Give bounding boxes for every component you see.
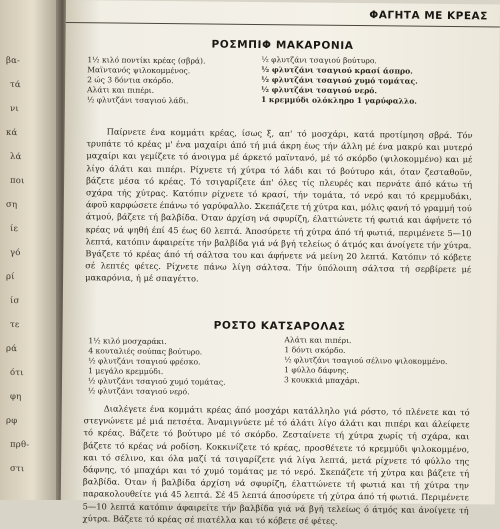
ingredient: ½ φλυτζάνι τσαγιού νερό. (87, 386, 190, 397)
facing-page (0, 0, 60, 500)
facing-page-text-fragment: τε (10, 319, 20, 331)
ingredient: Αλάτι και πιπέρι. (284, 335, 352, 346)
ingredient: 1 φύλλο δάφνης. (284, 365, 349, 375)
ingredient: 1½ κιλό ποντίκι κρέας (σβρά). (87, 55, 206, 66)
facing-page-text-fragment: ίε (10, 223, 19, 235)
facing-page-text-fragment: ρί (6, 271, 15, 283)
ingredient: ½ φλυτζάνι τσαγιού σέλινο ψιλοκομμένο. (284, 355, 448, 367)
facing-page-text-fragment: πρθ- (10, 439, 30, 451)
book-page (61, 0, 500, 526)
recipe-body-rosbif: Παίρνετε ένα κομμάτι κρέας, ίσως ξ, απ' τό μοσχάρι, κατά προτίμηση σβρά. Τόν τρυπάτε τό κρέας μ' ένα μαχαίρι άπό τή μιά άκρη έως τήν άλλη μέ ένα μακρύ και μυτερό μαχαίρι και γεμίζετε τό άνοιγμα μέ άρκετό μαϊντανό, μέ τό σκόρδο (ψιλοκομμένο) και μέ λίγο άλάτι και πιπέρι. Ρίχνετε τή χύτρα τό λάδι και τό βούτυρο κάι, όταν ζεσταθοῦν, βάζετε μέσα τό κρέας. Τό τσιγαρίζετε άπ' όλες τίς πλευρές και περνάτε άπό κάτω τή σχάρα τής χύτρας. Κατόπιν ρίχνετε τό κρασί, τήν τομάτα, τό νερό και τό κρεμμυδάκι, άφοϋ καρφώσετε έπάνω τό γαρύφαλλο. Σκεπάζετε τή χύτρα και, μόλις φανή τό γραμμή τού άτμού, βάζετε τή βαλβίδα. Όταν άρχίση νά σφυρίζη, έλαττώνετε τή φωτιά και άφήνετε τό κρέας νά ψηθή έπί 45 έως 60 λεπτά. Άποσύρετε τή χύτρα άπό τή φωτιά, περιμένετε 5—10 λεπτά, κατόπιν άφαιρείτε τήν βαλβίδα γιά νά βγή τελείως ό άτμός και άνοίγετε τήν χύτρα. Βγάζετε τό κρέας άπό τή σάλτσα του και άφήνετε νά μείνη 20 λεπτά. Κατόπιν τό κόβετε σέ λεπτές φέτες. Ρίχνετε πάνω λίγη σάλτσα. Τήν ύπόλοιπη σάλτσα τή σερβίρετε μέ μακαρόνια, ή μέ σπαγέττο. (85, 126, 473, 284)
ingredient: 4 κουταλιές σούπας βούτυρο. (88, 346, 203, 357)
ingredients-list-left-rosbif (87, 55, 206, 106)
ingredient: 2 ώς 3 δόντια σκόρδο. (87, 75, 174, 86)
ingredient: 1½ κιλό μοσχαράκι. (88, 336, 167, 347)
running-head: ΦΑΓΗΤΑ ΜΕ ΚΡΕΑΣ (369, 9, 488, 23)
facing-page-text-fragment: γό (10, 247, 21, 259)
header-rule (66, 22, 500, 28)
ingredient: Αλάτι και πιπέρι. (87, 85, 155, 95)
ingredient: Μαϊντανός ψιλοκομμένος. (87, 65, 191, 76)
facing-page-text-fragment: ρφ (6, 415, 18, 427)
ingredients-list-right-rosto (284, 335, 475, 387)
facing-page-text-fragment: τά (10, 79, 21, 91)
ingredient: ½ φλυτζάνι τσαγιού λάδι. (86, 95, 189, 106)
facing-page-text-fragment: ρά (6, 343, 18, 355)
facing-page-text-fragment: λά (10, 151, 22, 163)
ingredient: ½ φλυτζάνι τσαγιού βούτυρο. (261, 55, 377, 66)
ingredient: 1 κρεμμύδι ολόκληρο 1 γαρύφαλλο. (260, 95, 417, 106)
facing-page-text-fragment: νι (10, 103, 19, 115)
ingredients-list-left-rosto (88, 336, 226, 397)
ingredient: ½ φλυτζάνι τσαγιού χυμό τομάτας. (87, 376, 226, 387)
ingredient: ½ φλυτζάνι τσαγιού νερό. (261, 85, 378, 96)
facing-page-text-fragment: κά (6, 127, 18, 139)
facing-page-text-fragment: φη (10, 391, 22, 403)
facing-page-text-fragment: βα- (6, 55, 21, 67)
facing-page-text-fragment: στι (10, 463, 25, 475)
recipe-title-rosto: ΡΟΣΤΟ ΚΑΤΣΑΡΟΛΑΣ (213, 319, 346, 333)
facing-page-text-fragment: ση (6, 199, 18, 211)
ingredient: ½ φλυτζάνι τσαγιού κρασί άσπρο. (261, 65, 413, 76)
facing-page-text-fragment: ότι (10, 367, 24, 379)
facing-page-text-fragment: ίσ (10, 295, 20, 307)
ingredient: ½ φλυτζάνι τσαγιού χυμό τομάτας. (261, 75, 418, 86)
recipe-body-rosto: Διαλέγετε ένα κομμάτι κρέας άπό μοσχάρι κατάλληλο γιά ρόστο, τό πλένετε και τό στεγνώνετε μέ μιά πετσέτα. Άναμιγνύετε μέ τό άλάτι λίγο άλάτι και πιπέρι και άλείφετε τό κρέας. Βάζετε τό βούτυρο μέ τό σκόρδο. Ζεσταίνετε τή χύτρα χωρίς τή σχάρα, και βάζετε τό κρέας νά ροδίση. Κοκκινίζετε τό κρέας, προσθέτετε τό κρεμμύδι ψιλοκομμένο, και τό σέλινο, και όλα μαζί τά τσιγαρίζετε γιά λίγα λεπτά, μετά ρίχνετε τό φύλλο της δάφνης, τό μπαχάρι και τό χυμό τομάτας με τό νερό. Σκεπάζετε τή χύτρα και βάζετε τή βαλβίδα. Όταν ή βαλβίδα άρχίση νά σφυρίζη, έλαττώνετε τή φωτιά και τή χύτρα την παρακολουθείτε γιά 45 λεπτά. Σέ 45 λεπτά άποσύρετε τή χύτρα άπό τή φωτιά. Περιμένετε 5—10 λεπτά κατόπιν άφαιρείτε τήν βαλβίδα γιά νά βγή τελείως ό άτμός και άνοίγετε τή χύτρα. Βάζετε τό κρέας σέ πιατέλλα και τό κόβετε σέ φέτες. (82, 403, 470, 526)
facing-page-text-fragment: ποι (10, 175, 25, 187)
ingredient: 1 δόντι σκόρδο. (284, 345, 346, 355)
ingredients-list-right-rosbif (261, 55, 418, 107)
ingredient: 3 κουκκιά μπαχάρι. (283, 375, 360, 386)
ingredient: ½ φλυτζάνι τσαγιού φρέσκο. (88, 356, 201, 367)
ingredient: 1 μεγάλο κρεμμύδι. (88, 366, 164, 377)
recipe-title-rosbif: ΡΟΣΜΠΙΦ ΜΑΚΑΡΟΝΙΑ (211, 38, 354, 53)
